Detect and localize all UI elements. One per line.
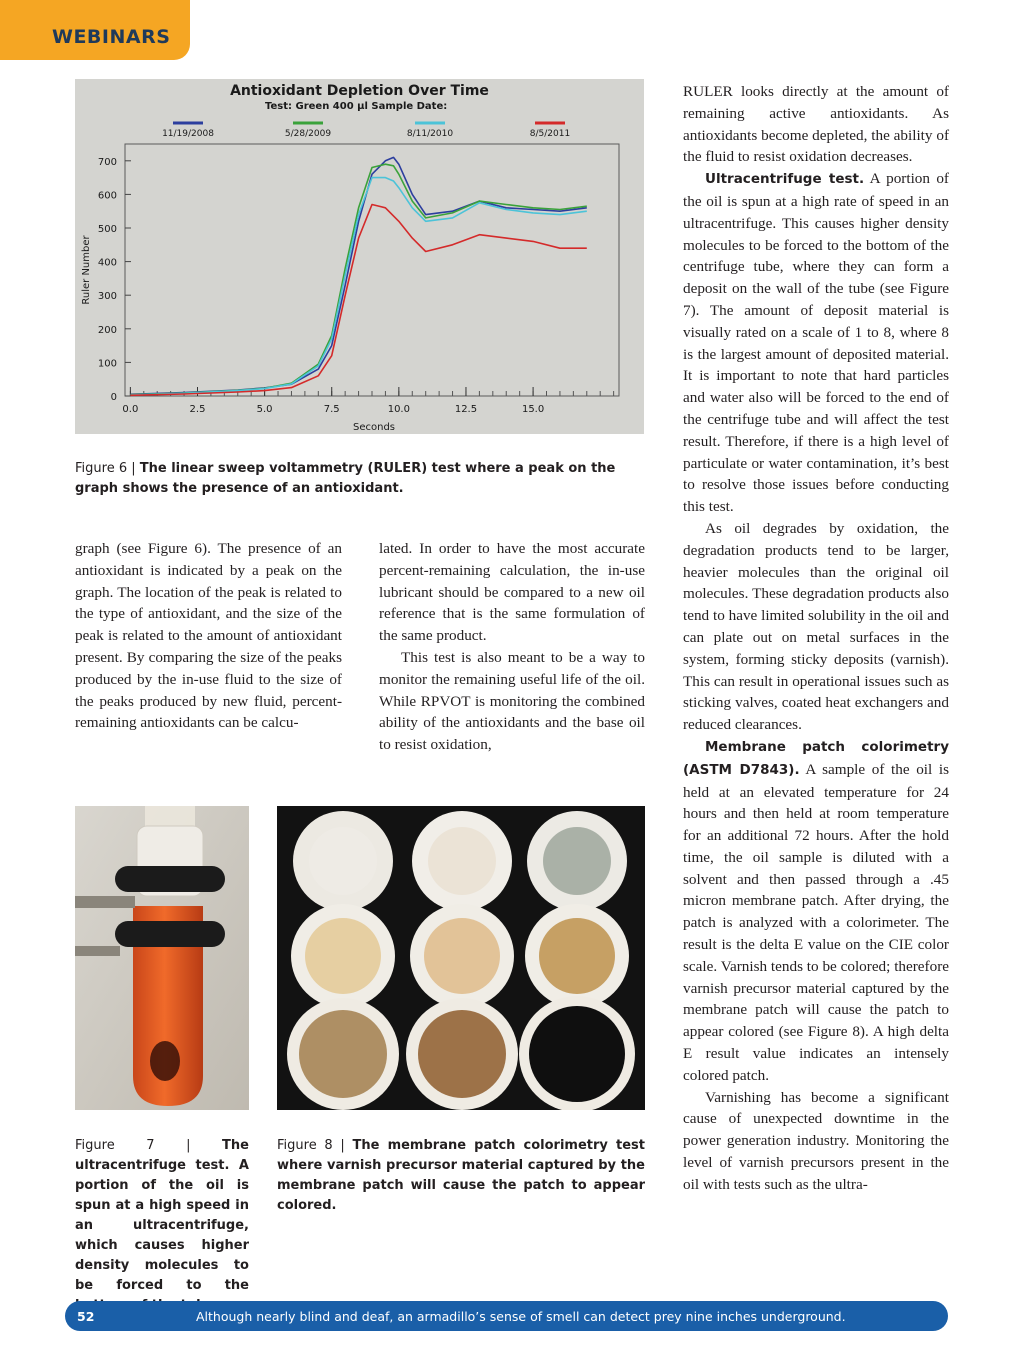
x-tick-label: 15.0 xyxy=(521,404,545,415)
x-tick-label: 7.5 xyxy=(323,404,340,415)
col2-paragraph-1: lated. In order to have the most accurate percent-remaining calculation, the in-use lubricant should be compared to a new oil reference that is the same formulation of the same product. xyxy=(379,540,645,645)
y-tick-label: 200 xyxy=(97,324,117,336)
figure-7-photo xyxy=(75,806,249,1110)
x-tick-label: 5.0 xyxy=(256,404,273,415)
x-tick-label: 2.5 xyxy=(189,404,206,415)
figure-6-text: The linear sweep voltammetry (RULER) test where a peak on the graph shows the presence of an antioxidant. xyxy=(75,461,616,496)
x-tick-label: 0.0 xyxy=(122,404,139,415)
column-1 xyxy=(75,538,342,734)
legend-label: 5/28/2009 xyxy=(284,129,332,139)
col3-paragraph-3: As oil degrades by oxidation, the degradation products tend to be larger, heavier molecules than the original oil molecules. These degradation products also tend to have limited solubility in the oil and can plate out on metal surfaces in the system, forming sticky deposits (varnish). This can result in operational issues such as sticking valves, coated heat exchangers and reduced clearances. xyxy=(683,519,949,734)
y-tick-label: 700 xyxy=(97,156,117,168)
figure-8-text: The membrane patch colorimetry test where varnish precursor material captured by the membrane patch will cause the patch to appear colored. xyxy=(277,1138,645,1213)
figure-6-label: Figure 6 xyxy=(75,461,128,476)
chart-title: Antioxidant Depletion Over Time xyxy=(230,83,489,99)
membrane-patches-illustration xyxy=(277,806,645,1110)
figure-7-text: The ultracentrifuge test. A portion of the oil is spun at a high speed in an ultracentrifuge, which causes higher density molecules to be forced to the xyxy=(75,1138,249,1293)
ultracentrifuge-heading: Ultracentrifuge test. xyxy=(705,171,865,188)
centrifuge-tube-illustration xyxy=(75,806,249,1110)
y-tick-label: 600 xyxy=(97,190,117,202)
figure-7-label: Figure 7 xyxy=(75,1138,155,1153)
y-tick-label: 100 xyxy=(97,358,117,370)
figure-8-caption: Figure 8 | The membrane patch colorimetry test where varnish precursor material captured by the membrane patch will cause the patch to appear colored. xyxy=(277,1138,645,1213)
x-tick-label: 10.0 xyxy=(387,404,410,415)
column-2 xyxy=(379,538,645,756)
x-axis-label: Seconds xyxy=(352,422,396,433)
footer-fact: Although nearly blind and deaf, an armadillo’s sense of smell can detect prey nine inches underground. xyxy=(196,1309,846,1324)
page-number: 52 xyxy=(77,1309,95,1324)
figure-8-label: Figure 8 xyxy=(277,1138,333,1153)
col1-paragraph: graph (see Figure 6). The presence of an antioxidant is indicated by a peak on the graph. The location of the peak is related to the type of antioxidant, and the size of the peak is related to the amount of antioxidant present. By comparing the size of the peaks produced by the in-use fluid to the size of the peaks produced by new fluid, percent-remaining antioxidants can be calcu- xyxy=(75,540,342,732)
figure-6-caption: Figure 6 | The linear sweep voltammetry (RULER) test where a peak on the graph shows the presence of an antioxidant. xyxy=(75,461,616,496)
plot-frame xyxy=(125,144,619,396)
figure-6-chart xyxy=(75,79,644,434)
series-line xyxy=(130,157,586,394)
col3-paragraph-5: Varnishing has become a significant cause of unexpected downtime in the power generation industry. Monitoring the level of varnish precursors present in the oil with tests such as the ultra- xyxy=(683,1088,949,1193)
y-tick-label: 0 xyxy=(110,392,117,403)
col3-paragraph-2: A portion of the oil is spun at a high rate of speed in an ultracentrifuge. This causes higher density molecules to be forced to the bottom of the centrifuge tube, where they can form a deposit on the wall of the tube (see Figure 7). The amount of deposit material is visually rated on a scale of 1 to 8, where 8 is the largest amount of deposited material. It is important to note that hard particles and water also will be forced to the end of the centrifuge tube and will affect the test result. Therefore, if there is a high level of particulate or water contamination, it’s best to resolve those issues before conducting this test. xyxy=(683,170,949,516)
x-tick-label: 12.5 xyxy=(454,404,478,415)
legend-label: 11/19/2008 xyxy=(162,129,214,139)
col3-paragraph-1: RULER looks directly at the amount of remaining active antioxidants. As antioxidants become depleted, the ability of the fluid to resist oxidation decreases. xyxy=(683,83,949,166)
page-footer xyxy=(65,1301,948,1331)
legend-label: 8/5/2011 xyxy=(529,129,571,139)
y-tick-label: 500 xyxy=(97,224,117,235)
section-tab xyxy=(0,0,190,60)
y-tick-label: 400 xyxy=(97,257,117,269)
col2-paragraph-2: This test is also meant to be a way to monitor the remaining useful life of the oil. While RPVOT is monitoring the combined ability of the antioxidants and the base oil to resist oxidation, xyxy=(379,648,645,754)
col3-paragraph-4: A sample of the oil is held at an elevated temperature for 24 hours and then held at room temperature for an additional 72 hours. After the hold time, the oil sample is diluted with a solvent and then passed through a .45 micron membrane patch. After drying, the patch is analyzed with a colorimeter. The result is the delta E value on the CIE color scale. Varnish tends to be colored; therefore varnish precursor material captured by the membrane patch will cause the patch to appear colored (see Figure 8). A high delta E result value indicates an intensely colored patch. xyxy=(683,760,949,1084)
figure-7-caption: Figure 7 | The ultracentrifuge test. A portion of the oil is spun at a high speed in an ultracentrifuge, which causes higher density molecules to be forced to the xyxy=(75,1136,249,1316)
column-3 xyxy=(683,81,949,1196)
series-line xyxy=(130,205,586,396)
chart-subtitle: Test: Green 400 µl Sample Date: xyxy=(265,101,448,112)
y-tick-label: 300 xyxy=(97,291,117,303)
legend-label: 8/11/2010 xyxy=(406,129,454,139)
figure-8-photo xyxy=(277,806,645,1110)
y-axis-label: Ruler Number xyxy=(81,235,92,305)
membrane-heading: Membrane patch colorimetry (ASTM D7843). xyxy=(683,738,949,778)
series-line xyxy=(130,164,586,395)
section-title: WEBINARS xyxy=(52,26,171,48)
chart-svg xyxy=(75,79,644,434)
